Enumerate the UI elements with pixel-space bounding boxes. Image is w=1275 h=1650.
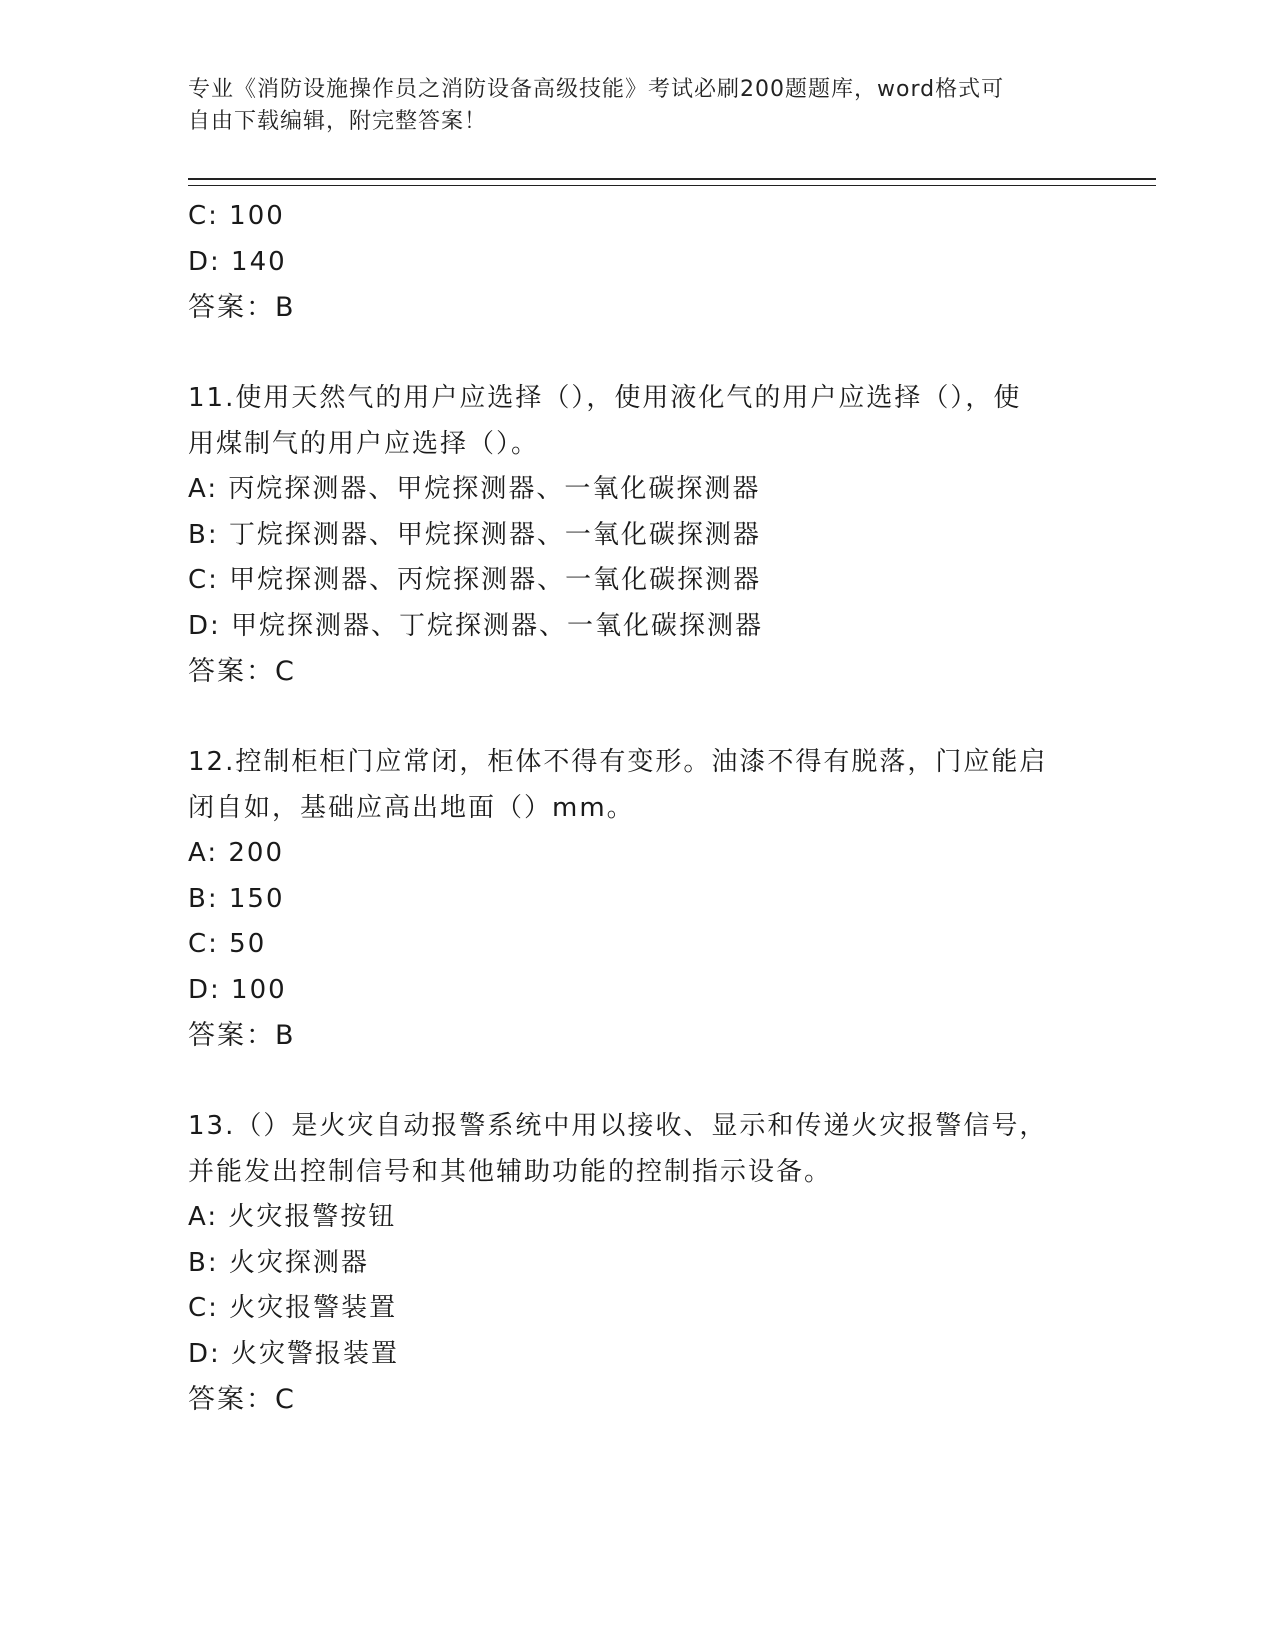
option-b: B: 火灾探测器 (188, 1247, 369, 1278)
option-d: D: 甲烷探测器、丁烷探测器、一氧化碳探测器 (188, 610, 764, 641)
question-stem-line-1: 11.使用天然气的用户应选择（），使用液化气的用户应选择（），使 (188, 383, 1022, 413)
answer: 答案：C (188, 1384, 296, 1415)
option-d: D: 140 (188, 246, 287, 277)
option-b: B: 150 (188, 883, 285, 914)
option-b: B: 丁烷探测器、甲烷探测器、一氧化碳探测器 (188, 519, 761, 550)
page-header (188, 74, 1088, 138)
question-stem-line-1: 13.（）是火灾自动报警系统中用以接收、显示和传递火灾报警信号， (188, 1111, 1048, 1141)
question-stem-line-2: 用煤制气的用户应选择（）。 (188, 428, 540, 459)
option-c: C: 50 (188, 929, 267, 959)
question-stem-line-1: 12.控制柜柜门应常闭，柜体不得有变形。油漆不得有脱落，门应能启 (188, 747, 1048, 777)
option-a: A: 火灾报警按钮 (188, 1202, 397, 1232)
header-title-line-1: 专业《消防设施操作员之消防设备高级技能》考试必刷200题题库，word格式可 (188, 77, 1005, 102)
spacer (188, 331, 1088, 377)
answer: 答案：B (188, 292, 296, 323)
question-12 (188, 740, 1088, 1059)
option-d: D: 火灾警报装置 (188, 1338, 400, 1369)
question-13 (188, 1104, 1088, 1423)
option-d: D: 100 (188, 974, 287, 1005)
option-a: A: 丙烷探测器、甲烷探测器、一氧化碳探测器 (188, 474, 761, 504)
question-11 (188, 376, 1088, 695)
question-stem-line-2: 并能发出控制信号和其他辅助功能的控制指示设备。 (188, 1156, 833, 1187)
option-c: C: 火灾报警装置 (188, 1293, 398, 1323)
spacer (188, 1059, 1088, 1105)
question-stem-line-2: 闭自如，基础应高出地面（）mm。 (188, 792, 635, 823)
option-c: C: 100 (188, 201, 285, 231)
option-c: C: 甲烷探测器、丙烷探测器、一氧化碳探测器 (188, 565, 762, 595)
spacer (188, 695, 1088, 741)
option-a: A: 200 (188, 838, 284, 868)
header-divider (188, 178, 1156, 186)
question-content (188, 194, 1088, 1423)
header-title-line-2: 自由下载编辑，附完整答案！ (188, 109, 488, 134)
answer: 答案：C (188, 656, 296, 687)
answer: 答案：B (188, 1020, 296, 1051)
question-10-fragment (188, 194, 1088, 331)
